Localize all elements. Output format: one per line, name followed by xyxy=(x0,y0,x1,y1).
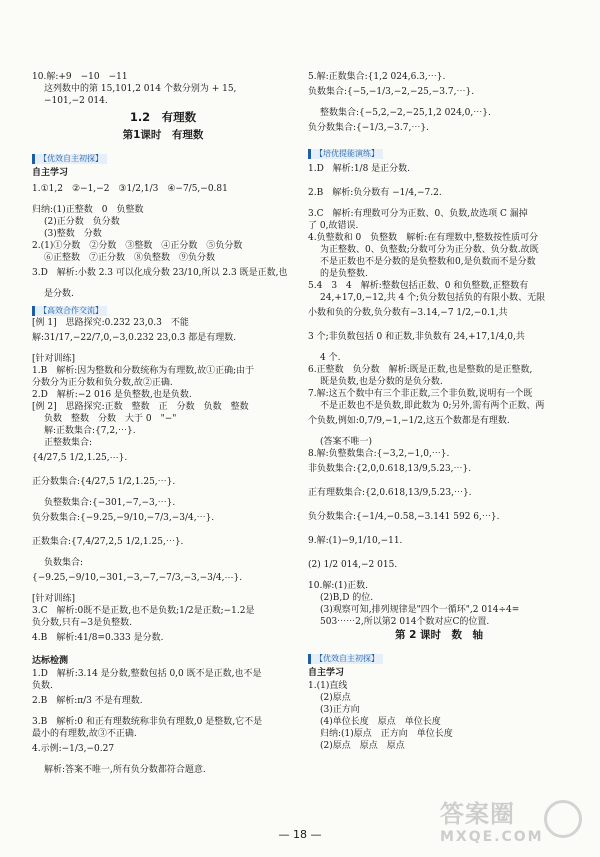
text-line: 10.解:(1)正数. xyxy=(308,581,368,592)
section-tag: 【优效自主初探】 xyxy=(308,654,383,664)
watermark-url: MXQE.COM xyxy=(440,829,544,845)
text-line: 3.C 解析:有理数可分为正数、0、负数,故选项 C 漏掉 xyxy=(308,209,528,220)
text-line: 正分数集合:{4/27,5 1/2,1.25,⋯}. xyxy=(32,477,176,488)
text-line: {4/27,5 1/2,1.25,⋯}. xyxy=(32,453,128,464)
text-line: 负分数集合:{−9.25,−9/10,−7/3,−3/4,⋯}. xyxy=(32,513,215,524)
text-line: 这列数中的第 15,101,2 014 个数分别为 + 15, xyxy=(44,84,237,94)
text-line: 小数和负的分数,负分数有−3.14,−7 1/2,−0.1,共 xyxy=(308,308,508,319)
text-line: −101,−2 014. xyxy=(44,96,108,106)
text-line: 正整数集合: xyxy=(44,438,93,449)
text-line: 6.正整数 负分数 解析:既是正数,也是整数的是正整数, xyxy=(308,365,533,376)
text-line: 2.D 解析:−2 016 是负整数,也是负数. xyxy=(32,390,192,401)
text-line: 负分数,只有−3是负整数. xyxy=(32,618,132,629)
text-line: 负分数集合:{−1/3,−3.7,⋯}. xyxy=(308,123,429,133)
text-line: 非负数集合:{2,0,0.618,13/9,5.23,⋯}. xyxy=(308,464,472,475)
text-line: (4)单位长度 原点 单位长度 xyxy=(320,717,441,728)
text-line: 2.B 解析:π/3 不是有理数. xyxy=(32,695,143,706)
section-tag-row xyxy=(308,649,570,666)
text-line: 4.示例:−1/3,−0.27 xyxy=(32,743,115,754)
text-line: (2)原点 xyxy=(320,693,351,704)
text-line: 5.解:正数集合:{1,2 024,6.3,⋯}. xyxy=(308,72,446,82)
text-line: 负数. xyxy=(32,680,53,691)
text-line: 1.D 解析:3.14 是分数,整数包括 0,0 既不是正数,也不是 xyxy=(32,668,262,679)
text-line: 归纳:(1)正整数 0 负整数 xyxy=(32,204,144,215)
text-line: ⑥正整数 ⑦正分数 ⑧负整数 ⑨负分数 xyxy=(44,252,216,263)
section-tag: 【优效自主初探】 xyxy=(32,154,107,164)
text-line: 503⋯⋯2,所以第2 014个数对应C的位置. xyxy=(320,617,490,628)
text-line: [针对训练] xyxy=(32,594,76,605)
text-line: {−9.25,−9/10,−301,−3,−7,−7/3,−3,−3/4,⋯}. xyxy=(32,573,243,584)
text-line: 既是负数,也是分数的是负分数. xyxy=(320,377,443,388)
text-line: 1.B 解析:因为整数和分数统称为有理数,故①正确;由于 xyxy=(32,366,255,377)
text-line: 8.解:负整数集合:{−3,2,−1,0,⋯}. xyxy=(308,449,450,460)
watermark-text: 答案圈 xyxy=(440,800,515,828)
text-line: 3 个;非负数包括 0 和正数,非负数有 24,+17,1/4,0,共 xyxy=(308,332,525,343)
lesson-title: 第1课时 有理数 xyxy=(122,128,204,141)
text-line: 负数 整数 分数 大于 0 "−" xyxy=(44,414,177,425)
text-line: 负数集合: xyxy=(44,558,84,569)
text-line: 2.B 解析:负分数有 −1/4,−7.2. xyxy=(308,188,442,199)
text-line: (2)正分数 负分数 xyxy=(44,216,120,227)
text-line: (2)原点 原点 原点 xyxy=(320,741,405,752)
watermark-circle-icon xyxy=(544,800,582,838)
text-line: 解:正数集合:{7,2,⋯}. xyxy=(44,426,136,437)
text-line: 1.D 解析:1/8 是正分数. xyxy=(308,164,411,175)
text-line: 3.B 解析:0 和正有理数统称非负有理数,0 是整数,它不是 xyxy=(32,716,263,727)
watermark-logo xyxy=(440,800,590,855)
text-line: (答案不唯一) xyxy=(320,437,373,448)
section-title: 1.2 有理数 xyxy=(129,110,197,124)
text-line: [例 2] 思路探究:正数 整数 正 分数 负数 整数 xyxy=(32,402,249,413)
right-column xyxy=(308,72,570,753)
left-column xyxy=(32,72,294,777)
text-line: 3.D 解析:小数 2.3 可以化成分数 23/10,所以 2.3 既是正数,也 xyxy=(32,267,288,278)
text-line: [针对训练] xyxy=(32,354,76,365)
text-line: 整数集合:{−5,2,−2,−25,1,2 024,0,⋯}. xyxy=(320,108,491,118)
text-line: 最小的有理数,故③不正确. xyxy=(32,728,137,739)
text-line: (2) 1/2 014,−2 015. xyxy=(308,560,398,571)
subheading: 自主学习 xyxy=(308,668,345,679)
text-line: 1.①1,2 ②−1,−2 ③1/2,1/3 ④−7/5,−0.81 xyxy=(32,183,228,194)
text-line: 负分数集合:{−1/4,−0.58,−3.141 592 6,⋯}. xyxy=(308,512,500,523)
text-line: 3.C 解析:0既不是正数,也不是负数;1/2是正数;−1.2是 xyxy=(32,606,255,617)
text-line: (3)正方向 xyxy=(320,705,360,716)
text-line: [例 1] 思路探究:0.232 23,0.3̇ 不能 xyxy=(32,318,189,329)
subheading: 达标检测 xyxy=(32,656,69,667)
text-line: 的是负整数. xyxy=(320,269,368,280)
text-line: (2)B,D 的位. xyxy=(320,593,374,604)
text-line: (3)整数 分数 xyxy=(44,228,102,239)
section-tag-row xyxy=(32,301,294,318)
section-tag-row xyxy=(308,144,570,161)
text-line: (3)观察可知,排列规律是"四个一循环",2 014÷4= xyxy=(320,605,520,616)
text-line: 4.负整数和 0 负整数 解析:在有理数中,整数按性质可分 xyxy=(308,233,539,244)
text-line: 归纳:(1)原点 正方向 单位长度 xyxy=(320,729,453,740)
section-tag: 【高效合作交流】 xyxy=(32,306,107,316)
text-line: 正有理数集合:{2,0.618,13/9,5.23,⋯}. xyxy=(308,488,472,499)
text-line: 10.解:+9 −10 −11 xyxy=(32,72,128,82)
text-line: 4.B 解析:41/8=0.333 是分数. xyxy=(32,633,164,644)
lesson-title: 第 2 课时 数 轴 xyxy=(394,629,484,642)
text-line: 2.(1)①分数 ②分数 ③整数 ④正分数 ⑤负分数 xyxy=(32,240,243,251)
subheading: 自主学习 xyxy=(32,167,69,178)
text-line: 解:31/17,−22/7,0,−3,0.232 23,0.3̇ 都是有理数. xyxy=(32,333,237,344)
text-line: 为正整数、0、负整数;分数可分为正分数、负分数.故既 xyxy=(320,245,539,256)
text-line: 7.解:这五个数中有三个非正数,三个非负数,说明有一个既 xyxy=(308,389,533,400)
text-line: 个负数,例如:0,7/9,−1,−1/2,这五个数都是有理数. xyxy=(308,416,510,427)
page-number: — 18 — xyxy=(278,828,322,841)
text-line: 是分数. xyxy=(44,288,74,299)
text-line: 了 0,故错误. xyxy=(308,221,359,232)
text-line: 负数集合:{−5,−1/3,−2,−25,−3.7,⋯}. xyxy=(308,87,475,97)
text-line: 9.解:(1)−9,1/10,−11. xyxy=(308,536,403,547)
text-line: 正数集合:{7,4/27,2,5 1/2,1.25,⋯}. xyxy=(32,537,184,548)
text-line: 不是正数也不是负数,即此数为 0;另外,需有两个正数、两 xyxy=(320,401,545,412)
section-tag-row xyxy=(32,149,294,166)
text-line: 4 个. xyxy=(320,353,341,364)
text-line: 24,+17,0,−12,共 4 个;负分数包括负的有限小数、无限 xyxy=(320,293,546,304)
text-line: 分数分为正分数和负分数,故②正确. xyxy=(32,378,173,389)
section-tag: 【培优提能演练】 xyxy=(308,149,383,159)
text-line: 不是正数也不是分数的是负整数和0,是负数而不是分数 xyxy=(320,257,536,268)
text-line: 5.4 3 4 解析:整数包括正数、0 和负整数,正整数有 xyxy=(308,281,529,292)
text-line: 解析:答案不唯一,所有负分数都符合题意. xyxy=(44,764,206,775)
text-line: 负整数集合:{−301,−7,−3,⋯}. xyxy=(44,498,176,509)
text-line: 1.(1)直线 xyxy=(308,681,348,692)
